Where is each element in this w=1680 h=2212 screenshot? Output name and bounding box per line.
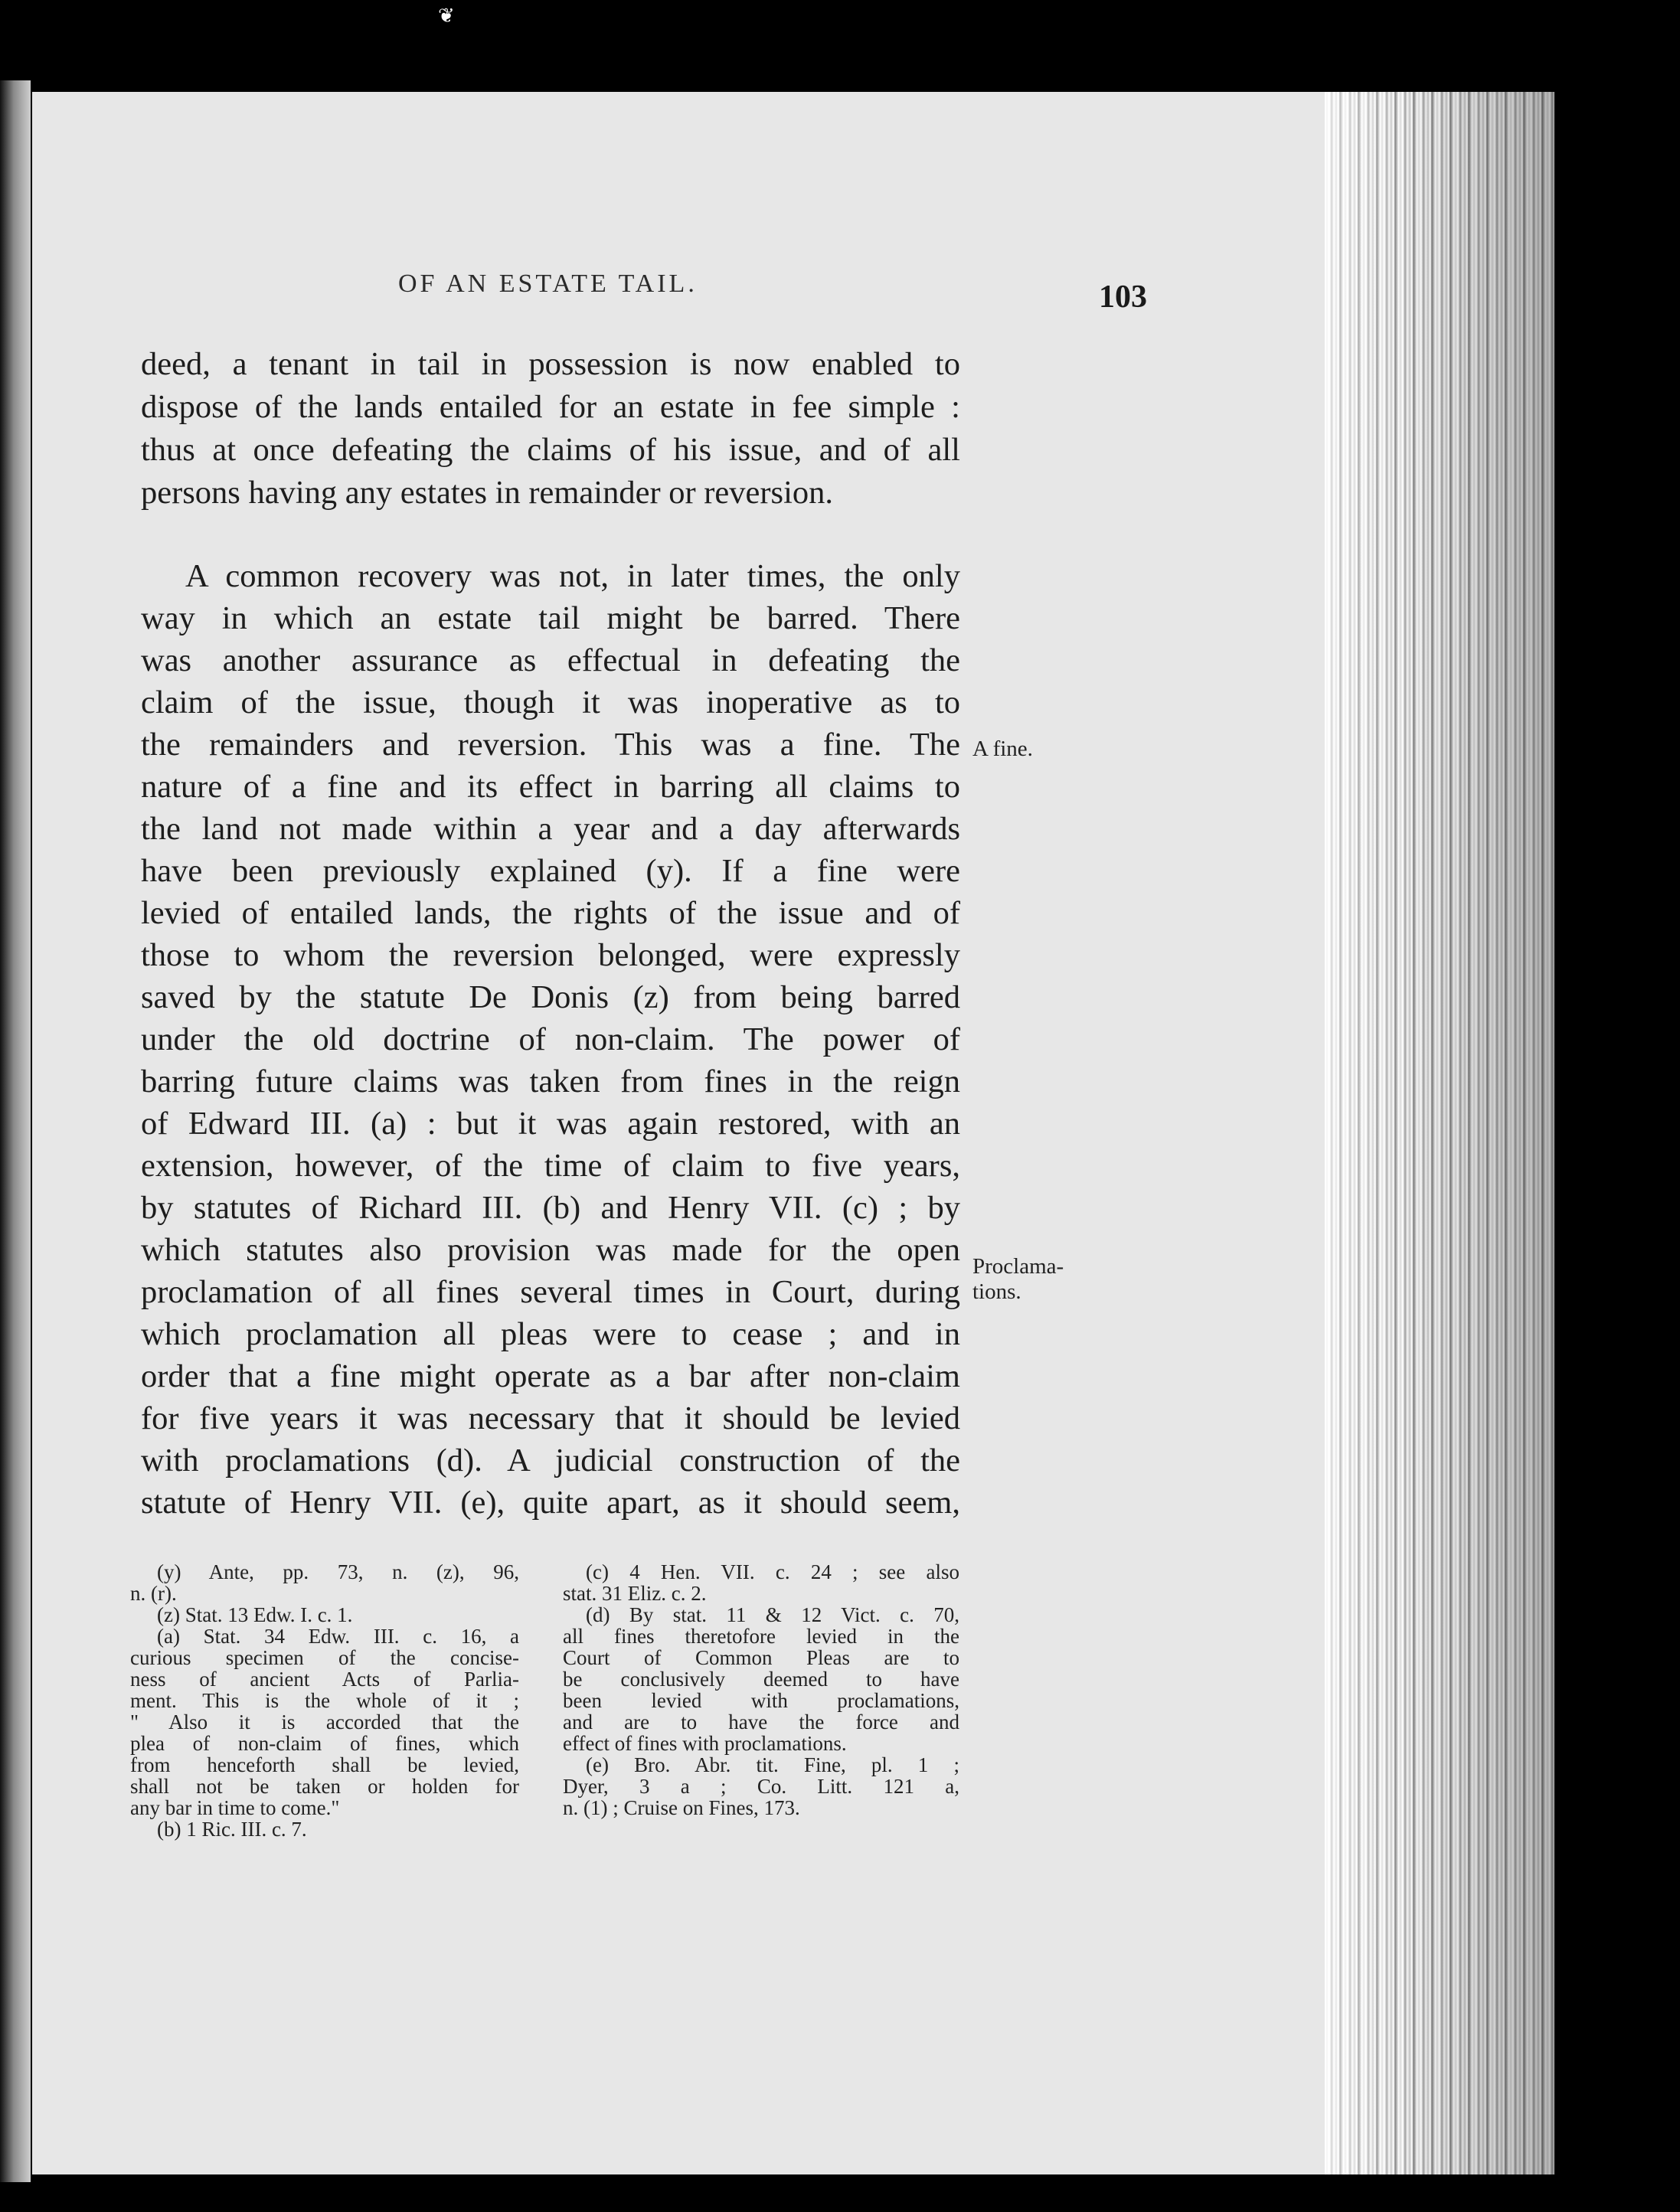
footnote-line: (d) By stat. 11 & 12 Vict. c. 70, bbox=[586, 1603, 959, 1626]
margin-note-proclamations-cont: tions. bbox=[972, 1279, 1021, 1304]
footnote-line: any bar in time to come." bbox=[130, 1796, 340, 1819]
footnote-line: (z) Stat. 13 Edw. I. c. 1. bbox=[157, 1603, 353, 1626]
footnote-line: ment. This is the whole of it ; bbox=[130, 1689, 519, 1712]
body-line: levied of entailed lands, the rights of the issue and of bbox=[141, 895, 960, 931]
body-line: of Edward III. (a) : but it was again restored, with an bbox=[141, 1106, 960, 1142]
body-line: saved by the statute De Donis (z) from being barred bbox=[141, 979, 960, 1015]
body-line: dispose of the lands entailed for an estate in fee simple : bbox=[141, 389, 960, 425]
footnote-line: curious specimen of the concise- bbox=[130, 1646, 519, 1669]
page-number: 103 bbox=[1099, 279, 1147, 315]
running-title: OF AN ESTATE TAIL. bbox=[398, 270, 698, 298]
left-page-strip bbox=[0, 80, 31, 2182]
margin-note-proclamations: Proclama- bbox=[972, 1254, 1064, 1279]
body-line: deed, a tenant in tail in possession is now enabled to bbox=[141, 346, 960, 382]
scan-border bbox=[1554, 92, 1680, 2174]
body-line: claim of the issue, though it was inoperative as to bbox=[141, 685, 960, 720]
footnote-line: from henceforth shall be levied, bbox=[130, 1753, 519, 1776]
scan-speck: ❦ bbox=[438, 5, 455, 27]
footnote-line: ness of ancient Acts of Parlia- bbox=[130, 1668, 519, 1691]
footnote-line: " Also it is accorded that the bbox=[130, 1710, 519, 1733]
body-line: have been previously explained (y). If a fine were bbox=[141, 853, 960, 889]
body-line: the remainders and reversion. This was a fine. The bbox=[141, 727, 960, 763]
footnote-line: (c) 4 Hen. VII. c. 24 ; see also bbox=[586, 1560, 959, 1583]
footnote-line: n. (r). bbox=[130, 1582, 177, 1605]
page-edges bbox=[1325, 92, 1554, 2174]
footnote-line: (y) Ante, pp. 73, n. (z), 96, bbox=[157, 1560, 519, 1583]
footnote-line: plea of non-claim of fines, which bbox=[130, 1732, 519, 1755]
body-line: with proclamations (d). A judicial construction of the bbox=[141, 1443, 960, 1478]
body-line: statute of Henry VII. (e), quite apart, as it should seem, bbox=[141, 1485, 960, 1521]
body-line: thus at once defeating the claims of his issue, and of all bbox=[141, 432, 960, 468]
footnote-line: and are to have the force and bbox=[563, 1710, 959, 1733]
body-line: for five years it was necessary that it should be levied bbox=[141, 1400, 960, 1436]
footnote-line: (b) 1 Ric. III. c. 7. bbox=[157, 1818, 307, 1841]
body-line: barring future claims was taken from fines in the reign bbox=[141, 1064, 960, 1099]
footnote-line: (a) Stat. 34 Edw. III. c. 16, a bbox=[157, 1625, 519, 1648]
footnote-line: all fines theretofore levied in the bbox=[563, 1625, 959, 1648]
footnote-line: effect of fines with proclamations. bbox=[563, 1732, 847, 1755]
body-line: which proclamation all pleas were to cease ; and in bbox=[141, 1316, 960, 1352]
body-line: under the old doctrine of non-claim. The power of bbox=[141, 1021, 960, 1057]
footnote-line: shall not be taken or holden for bbox=[130, 1775, 519, 1798]
body-line: which statutes also provision was made for the open bbox=[141, 1232, 960, 1268]
body-line: A common recovery was not, in later times, the only bbox=[185, 558, 960, 594]
margin-note-fine: A fine. bbox=[972, 737, 1033, 761]
footnote-line: stat. 31 Eliz. c. 2. bbox=[563, 1582, 707, 1605]
body-line: way in which an estate tail might be barred. There bbox=[141, 600, 960, 636]
body-line: by statutes of Richard III. (b) and Henry VII. (c) ; by bbox=[141, 1190, 960, 1226]
body-line: proclamation of all fines several times in Court, during bbox=[141, 1274, 960, 1310]
body-line: the land not made within a year and a day afterwards bbox=[141, 811, 960, 847]
footnote-line: Court of Common Pleas are to bbox=[563, 1646, 959, 1669]
footnote-line: Dyer, 3 a ; Co. Litt. 121 a, bbox=[563, 1775, 959, 1798]
body-line: nature of a fine and its effect in barring all claims to bbox=[141, 769, 960, 805]
body-line: was another assurance as effectual in defeating the bbox=[141, 642, 960, 678]
footnote-line: be conclusively deemed to have bbox=[563, 1668, 959, 1691]
footnote-line: n. (1) ; Cruise on Fines, 173. bbox=[563, 1796, 800, 1819]
body-line: those to whom the reversion belonged, were expressly bbox=[141, 937, 960, 973]
body-line: order that a fine might operate as a bar after non-claim bbox=[141, 1358, 960, 1394]
footnote-line: (e) Bro. Abr. tit. Fine, pl. 1 ; bbox=[586, 1753, 959, 1776]
body-line: persons having any estates in remainder or reversion. bbox=[141, 475, 834, 511]
body-line: extension, however, of the time of claim to five years, bbox=[141, 1148, 960, 1184]
footnote-line: been levied with proclamations, bbox=[563, 1689, 959, 1712]
